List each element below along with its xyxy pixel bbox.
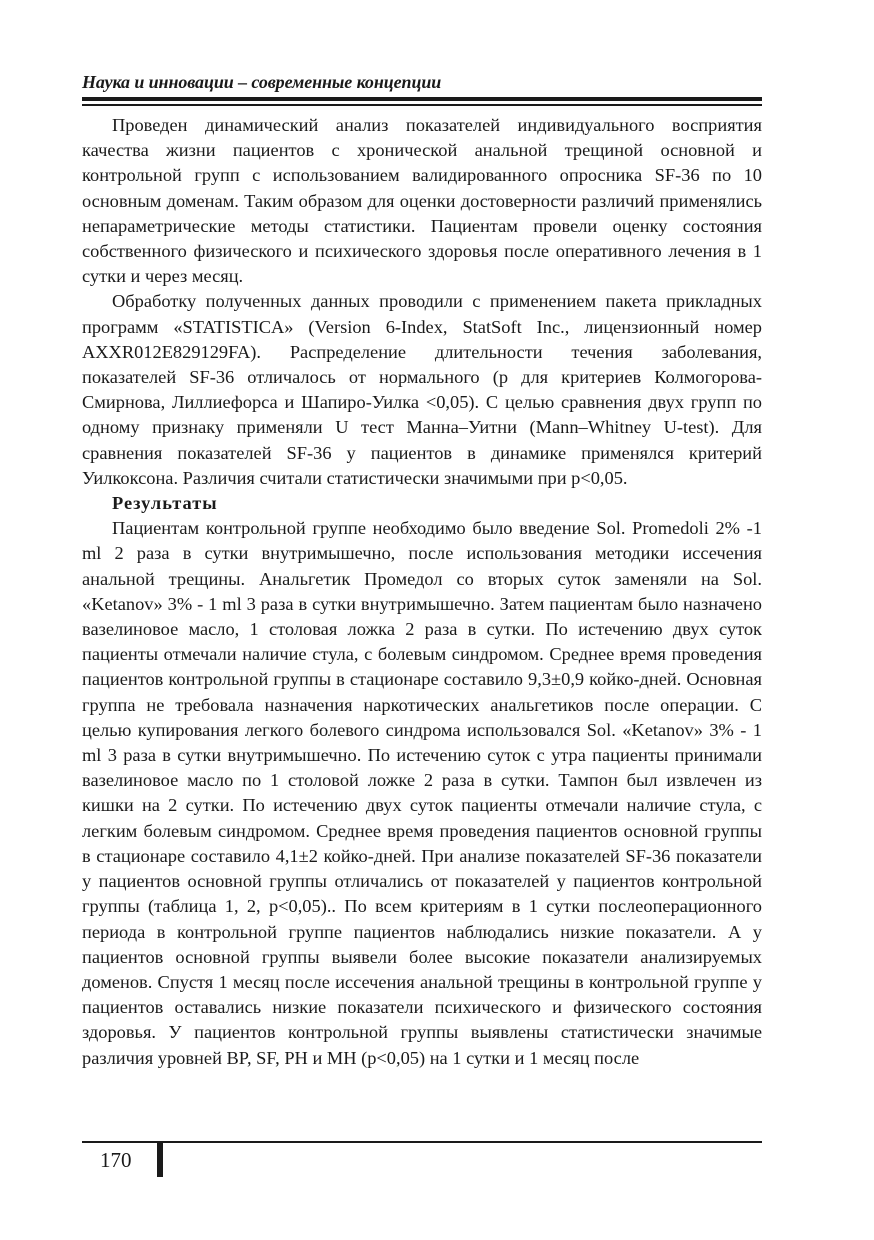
paragraph-methods-intro: Проведен динамический анализ показателей индивидуального восприятия качества жизни пациентов с хронической анальной трещиной основной и контрольной групп с использованием валидированного опросника SF-36 по 10 основным доменам. Таким образом для оценки достоверности различий применялись непараметрические методы статистики. Пациентам провели оценку состояния собственного физического и психического здоровья после оперативного лечения в 1 сутки и через месяц. xyxy=(82,115,762,287)
footer-vertical-bar xyxy=(157,1141,163,1177)
paragraph-results: Пациентам контрольной группе необходимо было введение Sol. Promedoli 2% -1 ml 2 раза в сутки внутримышечно, после использования методики иссечения анальной трещины. Анальгетик Промедол со вторых суток заменяли на Sol. «Ketanov» 3% - 1 ml 3 раза в сутки внутримышечно. Затем пациентам было назначено вазелиновое масло, 1 столовая ложка 2 раза в сутки. По истечению двух суток пациенты отмечали наличие стула, с болевым синдромом. Среднее время проведения пациентов контрольной группы в стационаре составило 9,3±0,9 койко-дней. Основная группа не требовала назначения наркотических анальгетиков после операции. С целью купирования легкого болевого синдрома использовался Sol. «Ketanov» 3% - 1 ml 3 раза в сутки внутримышечно. По истечению суток с утра пациенты принимали вазелиновое масло по 1 столовой ложке 2 раза в сутки. Тампон был извлечен из кишки на 2 сутки. По истечению двух суток пациенты отмечали наличие стула, с легким болевым синдромом. Среднее время проведения пациентов основной группы в стационаре составило 4,1±2 койко-дней. При анализе показателей SF-36 показатели у пациентов основной группы отличались от показателей у пациентов контрольной группы (таблица 1, 2, p<0,05).. По всем критериям в 1 сутки послеоперационного периода в контрольной группе пациентов наблюдались низкие показатели. А у пациентов основной группы выявели более высокие показатели анализируемых доменов. Спустя 1 месяц после иссечения анальной трещины в контрольной группе у пациентов оставались низкие показатели психического и физического состояния здоровья. У пациентов контрольной группы выявлены статистически значимые различия уровней BP, SF, PH и MH (p<0,05) на 1 сутки и 1 месяц после xyxy=(82,518,762,1068)
page-body xyxy=(82,113,762,1071)
section-heading-results: Результаты xyxy=(112,493,218,514)
footer-rule xyxy=(82,1141,762,1143)
page-number: 170 xyxy=(100,1148,132,1172)
header-rule-thick xyxy=(82,97,762,101)
running-header: Наука и инновации – современные концепции xyxy=(82,72,442,92)
paragraph-statistics: Обработку полученных данных проводили с применением пакета прикладных программ «STATISTICA» (Version 6-Index, StatSoft Inc., лицензионный номер AXXR012E829129FA). Распределение длительности течения заболевания, показателей SF-36 отличалось от нормального (p для критериев Колмогорова-Смирнова, Лиллиефорса и Шапиро-Уилка <0,05). С целью сравнения двух групп по одному признаку применяли U тест Манна–Уитни (Mann–Whitney U-test). Для сравнения показателей SF-36 у пациентов в динамике применялся критерий Уилкоксона. Различия считали статистически значимыми при p<0,05. xyxy=(82,291,762,488)
header-rule-thin xyxy=(82,104,762,106)
